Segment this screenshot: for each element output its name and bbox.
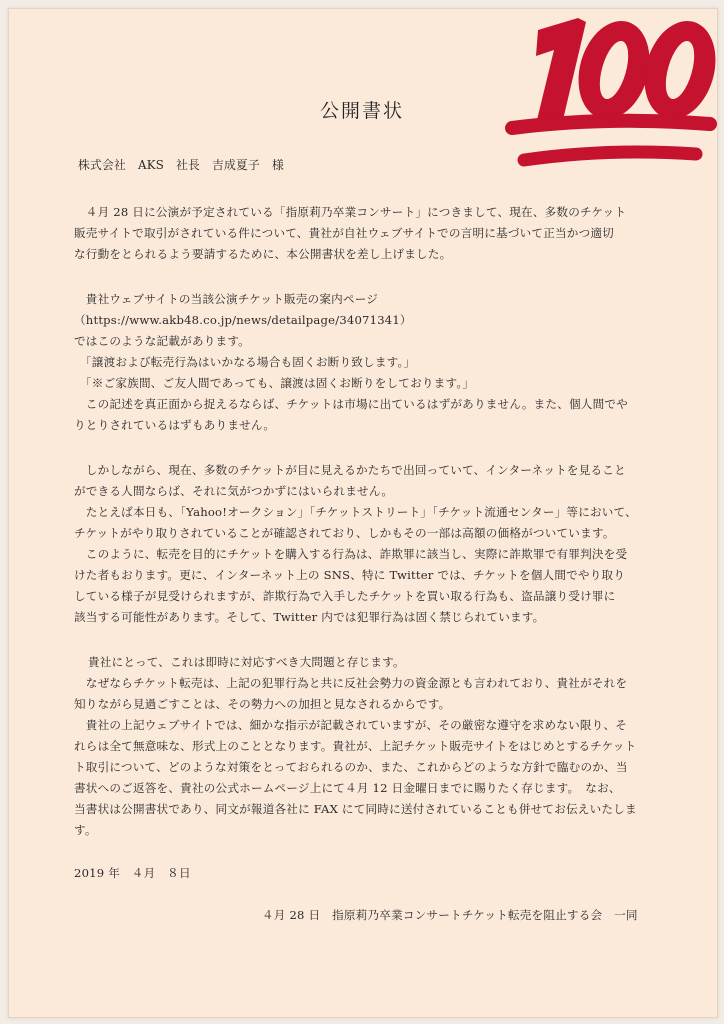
body-line: チケットがやり取りされていることが確認されており、しかもその一部は高額の価格がついています。 [74, 526, 615, 540]
letter-title: 公開書状 [319, 100, 404, 122]
body-line: 書状へのご返答を、貴社の公式ホームページ上にて４月 12 日金曜日までに賜りたく存じます。 なお、 [74, 781, 621, 795]
signature: ４月 28 日 指原莉乃卒業コンサートチケット転売を阻止する会 一同 [262, 908, 638, 922]
body-line: （https://www.akb48.co.jp/news/detailpage/34071341） [74, 313, 412, 327]
body-line: たとえば本日も、「Yahoo!オークション」「チケットストリート」「チケット流通センター」等において、 [74, 505, 637, 519]
body-line: す。 [74, 823, 97, 837]
letter-date: 2019 年 ４月 ８日 [74, 866, 191, 880]
body-line: 当書状は公開書状であり、同文が報道各社に FAX にて同時に送付されていることも併せてお伝えいたしま [74, 802, 637, 816]
body-line: 貴社ウェブサイトの当該公演チケット販売の案内ページ [74, 292, 379, 306]
body-line: この記述を真正面から捉えるならば、チケットは市場に出ているはずがありません。また、個人間でや [74, 397, 628, 411]
body-line: な行動をとられるよう要請するために、本公開書状を差し上げました。 [74, 247, 452, 261]
addressee: 株式会社 AKS 社長 吉成夏子 様 [78, 158, 284, 172]
body-line: ４月 28 日に公演が予定されている「指原莉乃卒業コンサート」につきまして、現在、多数のチケット [74, 205, 627, 219]
body-line: 販売サイトで取引がされている件について、貴社が自社ウェブサイトでの言明に基づいて正当かつ適切 [74, 226, 614, 240]
body-line: ができる人間ならば、それに気がつかずにはいられません。 [74, 484, 394, 498]
body-line: している様子が見受けられますが、詐欺行為で入手したチケットを買い取る行為も、盗品譲り受け罪に [74, 589, 616, 603]
body-line: なぜならチケット転売は、上記の犯罪行為と共に反社会勢力の資金源とも言われており、貴社がそれを [74, 676, 628, 690]
body-line: しかしながら、現在、多数のチケットが目に見えるかたちで出回っていて、インターネットを見ること [74, 463, 626, 477]
body-line: このように、転売を目的にチケットを購入する行為は、詐欺罪に該当し、実際に詐欺罪で有罪判決を受 [74, 547, 628, 561]
body-line: ではこのような記載があります。 [74, 334, 250, 348]
body-line: 該当する可能性があります。そして、Twitter 内では犯罪行為は固く禁じられています。 [74, 610, 545, 624]
body-line: りとりされているはずもありません。 [74, 418, 276, 432]
body-line: 「譲渡および転売行為はいかなる場合も固くお断り致します。」 [74, 355, 416, 369]
body-line: れらは全て無意味な、形式上のこととなります。貴社が、上記チケット販売サイトをはじめとするチケット [74, 739, 637, 753]
body-line: 貴社にとって、これは即時に対応すべき大問題と存じます。 [88, 655, 405, 669]
body-line: 貴社の上記ウェブサイトでは、細かな指示が記載されていますが、その厳密な遵守を求めない限り、そ [74, 718, 628, 732]
body-line: 知りながら見過ごすことは、その勢力への加担と見なされるからです。 [74, 697, 451, 711]
body-line: けた者もおります。更に、インターネット上の SNS、特に Twitter では、チケットを個人間でやり取り [74, 568, 626, 582]
body-line: ト取引について、どのような対策をとっておられるのか、また、これからどのような方針で臨むのか、当 [74, 760, 628, 774]
body-line: 「※ご家族間、ご友人間であっても、譲渡は固くお断りをしております。」 [74, 376, 475, 390]
